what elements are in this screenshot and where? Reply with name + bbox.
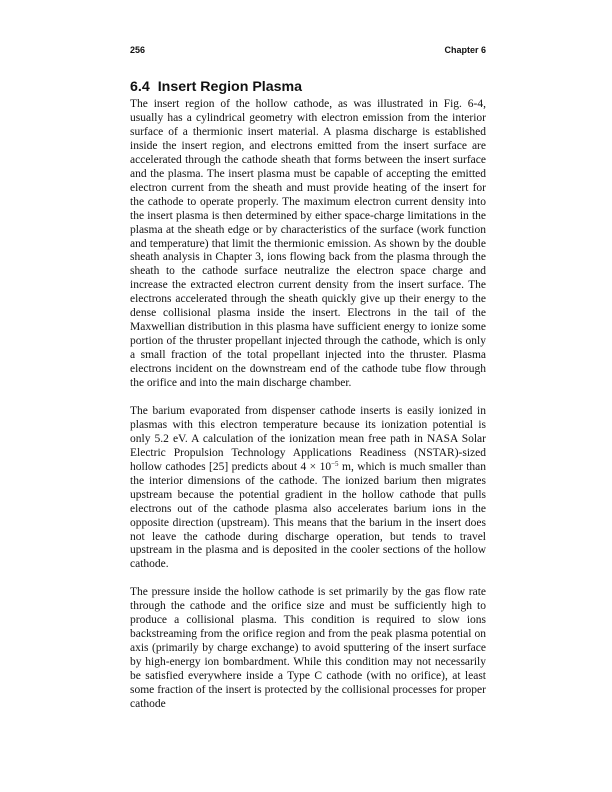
- exponent: −5: [331, 459, 339, 468]
- paragraph-2: [130, 405, 486, 572]
- paragraph-1: The insert region of the hollow cathode, as was illustrated in Fig. 6-4, usually has a cylindrical geometry with electron emission from the interior surface of a thermionic insert material. A plasma discharge is established inside the insert region, and electrons emitted from the insert surface are accelerated through the cathode sheath that forms between the insert surface and the plasma. The insert plasma must be capable of accepting the emitted electron current from the sheath and must provide heating of the insert for the cathode to operate properly. The maximum electron current density into the insert plasma is then determined by either space-charge limitations in the plasma at the sheath edge or by characteristics of the surface (work function and temperature) that limit the thermionic emission. As shown by the double sheath analysis in Chapter 3, ions flowing back from the plasma through the sheath to the cathode surface neutralize the electron space charge and increase the extracted electron current density from the insert surface. The electrons accelerated through the sheath quickly give up their energy to the dense collisional plasma inside the insert. Electrons in the tail of the Maxwellian distribution in this plasma have sufficient energy to ionize some portion of the thruster propellant injected through the cathode, which is only a small fraction of the total propellant injected into the thruster. Plasma electrons incident on the downstream end of the cathode tube flow through the orifice and into the main discharge chamber.: [130, 98, 486, 390]
- page-number: 256: [130, 45, 146, 55]
- section-title-text: Insert Region Plasma: [157, 79, 303, 95]
- paragraph-3: The pressure inside the hollow cathode is set primarily by the gas flow rate through the cathode and the orifice size and must be sufficiently high to produce a collisional plasma. This condition is required to slow ions backstreaming from the orifice region and from the peak plasma potential on axis (primarily by charge exchange) to avoid sputtering of the insert surface by high-energy ion bombardment. While this condition may not necessarily be satisfied everywhere inside a Type C cathode (with no orifice), at least some fraction of the insert is protected by the collisional processes for proper cathode: [130, 586, 486, 710]
- section-heading: [130, 79, 302, 95]
- body-text: [130, 98, 486, 726]
- paragraph-2-part-2: m, which is much smaller than the interior dimensions of the cathode. The ionized barium then migrates upstream because the potential gradient in the hollow cathode that pulls electrons out of the cathode plasma also accelerates barium ions in the opposite direction (upstream). This means that the barium in the insert does not leave the cathode during discharge operation, but tends to travel upstream in the plasma and is deposited in the cooler sections of the hollow cathode.: [130, 460, 486, 571]
- chapter-label: Chapter 6: [444, 45, 486, 55]
- running-header: [130, 45, 486, 55]
- section-number: 6.4: [130, 79, 150, 95]
- paragraph-2-part-1: The barium evaporated from dispenser cathode inserts is easily ionized in plasmas with this electron temperature because its ionization potential is only 5.2 eV. A calculation of the ionization mean free path in NASA Solar Electric Propulsion Technology Applications Readiness (NSTAR)-sized hollow cathodes [25] predicts about 4 × 10: [130, 404, 486, 473]
